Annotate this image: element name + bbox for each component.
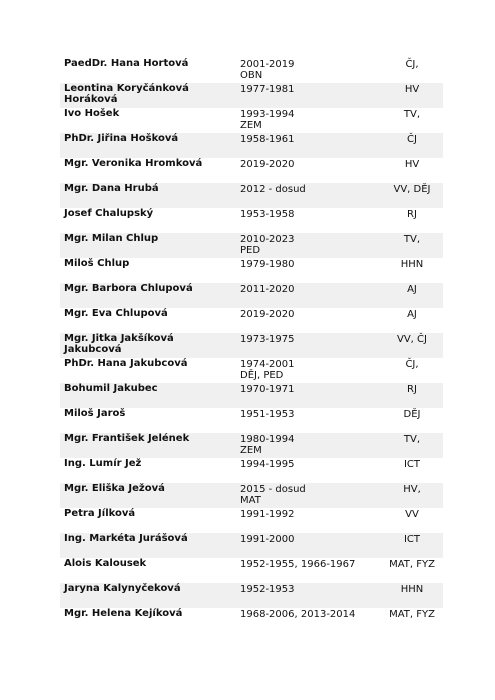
teacher-name: Mgr. František Jelének (64, 433, 190, 444)
subjects: MAT, FYZ (389, 559, 435, 570)
tenure-years: 1973-1975 (240, 334, 295, 345)
tenure-years: 1958-1961 (240, 134, 295, 145)
subjects: RJ (407, 209, 417, 220)
subjects: RJ (407, 384, 417, 395)
teacher-name: Jaryna Kalynyčeková (64, 583, 181, 594)
table-row (60, 158, 443, 183)
tenure-years: 1994-1995 (240, 459, 295, 470)
table-row (60, 533, 443, 558)
subjects: ČJ (407, 134, 417, 145)
tenure-years: 2019-2020 (240, 309, 295, 320)
tenure-years: 1953-1958 (240, 209, 295, 220)
table-row (60, 233, 443, 258)
tenure-years: 2012 - dosud (240, 184, 306, 195)
tenure-years: 1993-1994 ZEM (240, 109, 295, 131)
tenure-years: 1968-2006, 2013-2014 (240, 609, 356, 620)
tenure-years: 1991-1992 (240, 509, 295, 520)
subjects: VV (405, 509, 419, 520)
teacher-name: Mgr. Helena Kejíková (64, 608, 183, 619)
tenure-years: 2010-2023 PED (240, 234, 295, 256)
teacher-name: Mgr. Jitka Jakšíková Jakubcová (64, 333, 174, 355)
teacher-name: Mgr. Milan Chlup (64, 233, 159, 244)
tenure-years: 2001-2019 OBN (240, 59, 295, 81)
teacher-name: Mgr. Dana Hrubá (64, 183, 159, 194)
tenure-years: 2019-2020 (240, 159, 295, 170)
table-row (60, 183, 443, 208)
table-row (60, 308, 443, 333)
tenure-years: 1952-1953 (240, 584, 295, 595)
tenure-years: 1977-1981 (240, 84, 295, 95)
teacher-name: PhDr. Hana Jakubcová (64, 358, 188, 369)
teacher-name: Miloš Chlup (64, 258, 130, 269)
table-row (60, 483, 443, 508)
tenure-years: 2015 - dosud MAT (240, 484, 306, 506)
subjects: HV (404, 84, 420, 95)
table-row (60, 58, 443, 83)
teacher-name: PhDr. Jiřina Hošková (64, 133, 179, 144)
subjects: HV (404, 159, 420, 170)
teacher-name: Mgr. Eliška Ježová (64, 483, 165, 494)
tenure-years: 2011-2020 (240, 284, 295, 295)
staff-table (60, 58, 443, 633)
teacher-name: Josef Chalupský (64, 208, 154, 219)
subjects: TV, (403, 434, 421, 445)
table-row (60, 108, 443, 133)
tenure-years: 1952-1955, 1966-1967 (240, 559, 356, 570)
table-row (60, 458, 443, 483)
subjects: VV, ČJ (397, 334, 427, 345)
tenure-years: 1951-1953 (240, 409, 295, 420)
teacher-name: PaedDr. Hana Hortová (64, 58, 189, 69)
tenure-years: 1979-1980 (240, 259, 295, 270)
table-row (60, 583, 443, 608)
table-row (60, 508, 443, 533)
teacher-name: Ing. Markéta Jurášová (64, 533, 188, 544)
table-row (60, 558, 443, 583)
subjects: HV, (403, 484, 421, 495)
subjects: TV, (403, 109, 421, 120)
table-row (60, 258, 443, 283)
subjects: ICT (403, 459, 421, 470)
teacher-name: Leontina Koryčánková Horáková (64, 83, 189, 105)
teacher-name: Miloš Jaroš (64, 408, 126, 419)
subjects: AJ (407, 309, 417, 320)
teacher-name: Ivo Hošek (64, 108, 120, 119)
teacher-name: Mgr. Barbora Chlupová (64, 283, 193, 294)
subjects: TV, (403, 234, 421, 245)
table-row (60, 133, 443, 158)
teacher-name: Mgr. Eva Chlupová (64, 308, 168, 319)
subjects: ICT (403, 534, 421, 545)
tenure-years: 1991-2000 (240, 534, 295, 545)
subjects: AJ (407, 284, 417, 295)
table-row (60, 333, 443, 358)
table-row (60, 283, 443, 308)
table-row (60, 83, 443, 108)
table-row (60, 383, 443, 408)
teacher-name: Alois Kalousek (64, 558, 147, 569)
subjects: ČJ, (405, 359, 419, 370)
subjects: ČJ, (405, 59, 419, 70)
subjects: MAT, FYZ (389, 609, 435, 620)
subjects: VV, DĚJ (393, 184, 431, 195)
subjects: HHN (400, 259, 424, 270)
tenure-years: 1980-1994 ZEM (240, 434, 295, 456)
table-row (60, 358, 443, 383)
tenure-years: 1974-2001 DĚJ, PED (240, 359, 295, 381)
tenure-years: 1970-1971 (240, 384, 295, 395)
teacher-name: Bohumil Jakubec (64, 383, 158, 394)
subjects: HHN (400, 584, 424, 595)
teacher-name: Ing. Lumír Jež (64, 458, 142, 469)
table-row (60, 408, 443, 433)
teacher-name: Mgr. Veronika Hromková (64, 158, 203, 169)
subjects: DĚJ (403, 409, 421, 420)
table-row (60, 208, 443, 233)
table-row (60, 433, 443, 458)
table-row (60, 608, 443, 633)
teacher-name: Petra Jílková (64, 508, 136, 519)
